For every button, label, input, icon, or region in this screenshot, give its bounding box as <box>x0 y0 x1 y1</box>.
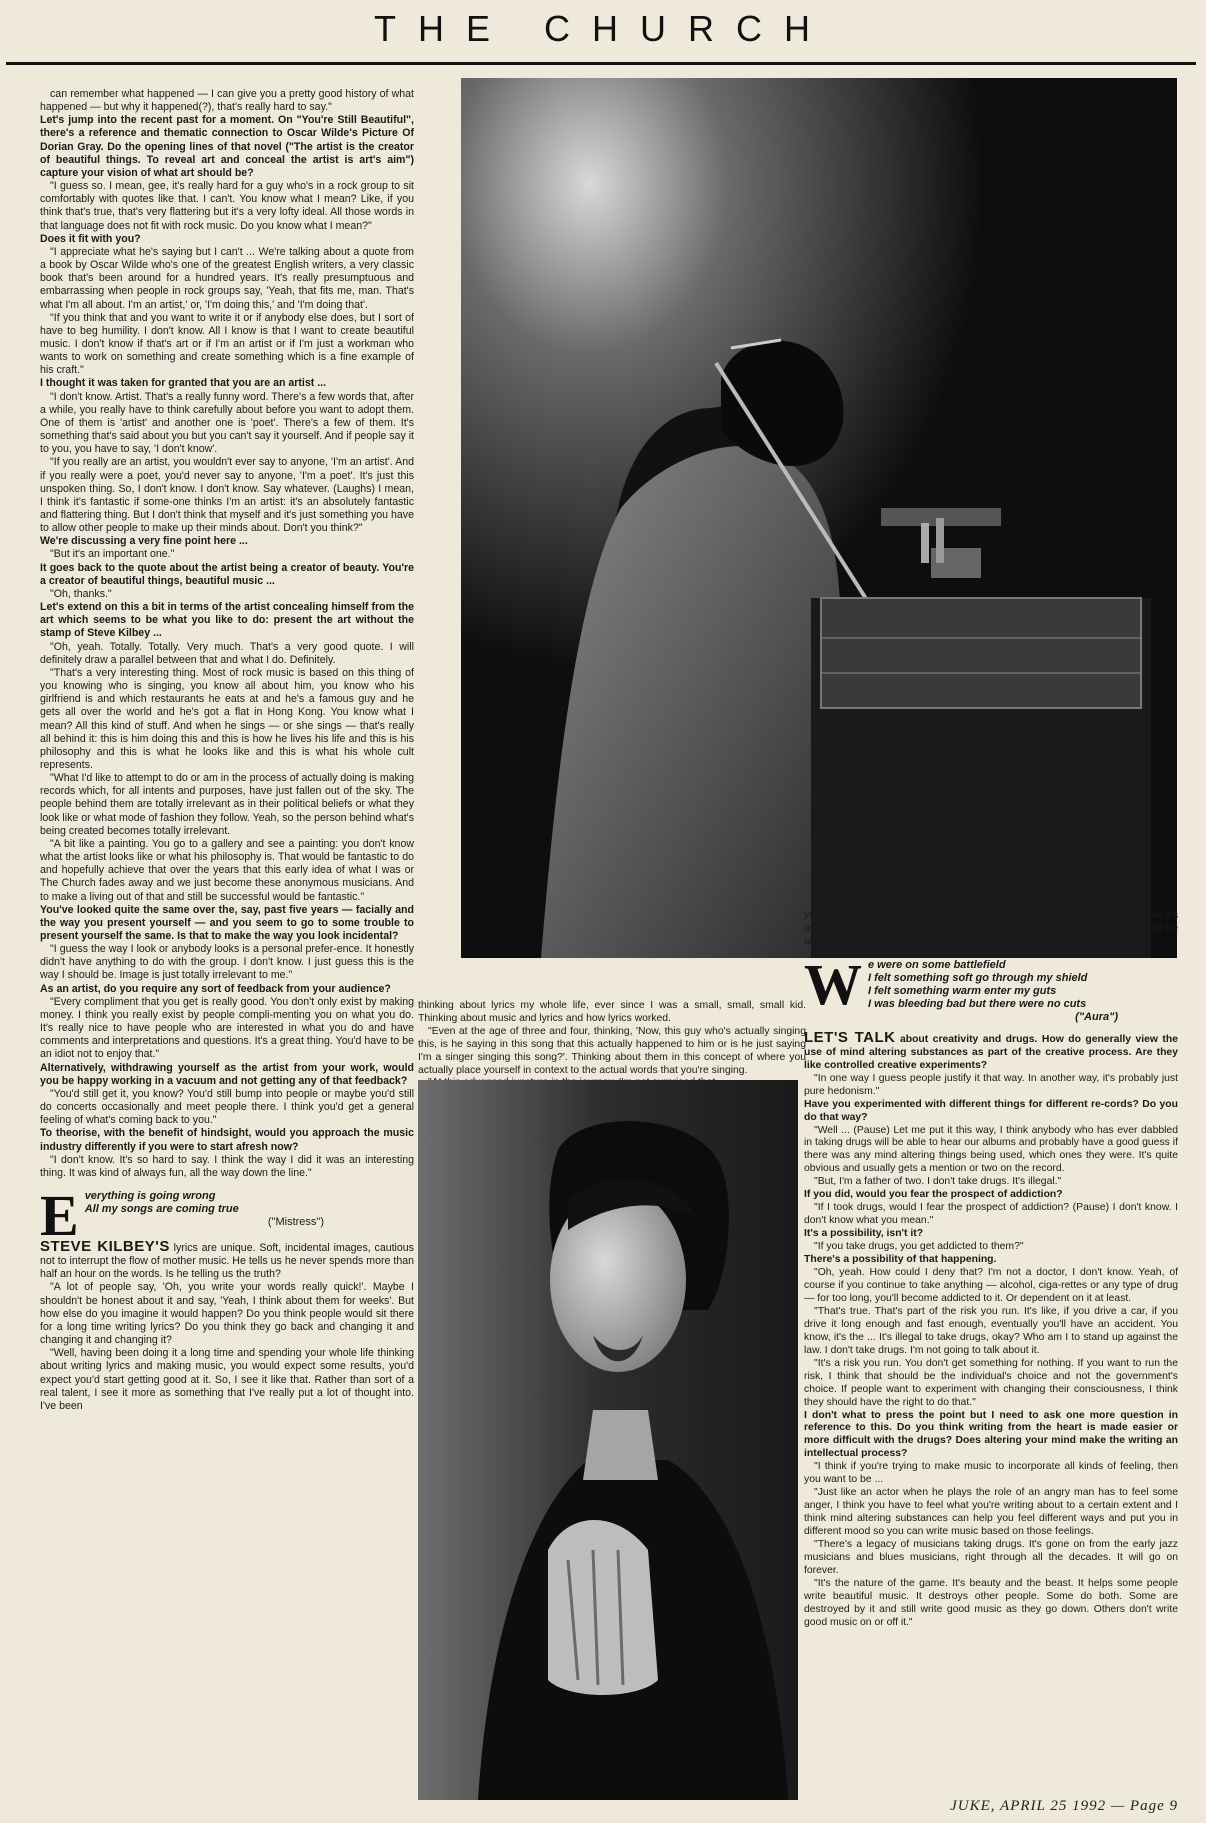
interview-question: Have you experimented with different things for different re-cords? Do you do that way? <box>804 1098 1178 1123</box>
header-rule <box>6 62 1196 65</box>
interview-question: Alternatively, withdrawing yourself as the artist from your work, would you be happy working in a vacuum and not getting any of that feedback? <box>40 1061 414 1087</box>
interview-question: To theorise, with the benefit of hindsight, would you approach the music industry differently if you were to start afresh now? <box>40 1127 414 1153</box>
paragraph: "But it's an important one." <box>50 548 175 561</box>
section-lead: STEVE KILBEY'S <box>40 1237 170 1255</box>
paragraph: "I don't know. Artist. That's a really funny word. There's a few words that, after a while, you really have to think carefully about before you want to adopt them. One of them is 'artist' and another one is 'poet'. There's a few of them. It's something that's said about you but you can't say it yourself. And if people say it to you, you have to say, 'I don't know'. <box>40 390 414 456</box>
article-column-1 <box>40 88 414 1818</box>
interview-question: Let's jump into the recent past for a moment. On "You're Still Beautiful", there's a reference and thematic connection to Oscar Wilde's Picture Of Dorian Gray. Do the opening lines of that novel ("The artist is the creator of beautiful things. To reveal art and conceal the artist is art's aim") capture your vision of what art should be? <box>40 114 414 179</box>
section-lead: LET'S TALK <box>804 1028 896 1046</box>
paragraph: "Oh, thanks." <box>50 587 112 600</box>
paragraph: "I appreciate what he's saying but I can't ... We're talking about a quote from a book by Oscar Wilde who's one of the greatest English writers, a very classic book that's been around for a hundred years. It's really presumptuous and embarrassing when people in rock groups say, 'Yeah, that fits me, man. That's what I'm all about. I'm an artist,' or, 'I'm doing this,' and 'I'm doing that'. <box>40 245 414 311</box>
interview-question: Does it fit with you? <box>40 232 141 245</box>
drop-cap: W <box>804 951 862 1017</box>
pull-quote-line: All my songs are coming true <box>84 1202 239 1215</box>
interview-question: As an artist, do you require any sort of feedback from your audience? <box>40 982 391 995</box>
article-column-2 <box>418 1000 806 1084</box>
portrait-photo <box>418 1080 798 1800</box>
interview-question: Let's extend on this a bit in terms of the artist concealing himself from the art which seems to be what you like to do: present the art without the stamp of Steve Kilbey ... <box>40 601 414 640</box>
paragraph: "A lot of people say, 'Oh, you write your words really quick!'. Maybe I shouldn't be honest about it and say, 'Yeah, I think about them for weeks'. But how else do you imagine it would happen? Do you think people would sit there for a long time writing lyrics? Do you think they go back and changing it and changing it and changing it? <box>40 1281 414 1347</box>
paragraph: "Every compliment that you get is really good. You don't only exist by making money. I think you really exist by people compli-menting you on what you do. It's really nice to have people who are interested in what you do and have comments and interpretations and questions. It's a great thing. You'd have to be an idiot not to enjoy that." <box>40 995 414 1061</box>
interview-question: You've looked quite the same over the, say, past five years — facially and the way you present yourself — and you seem to go to some trouble to present yourself the same. Is that to make the way you look incidental? <box>40 903 414 942</box>
paragraph: "If you take drugs, you get addicted to them?" <box>814 1241 1024 1253</box>
paragraph: "Just like an actor when he plays the role of an angry man has to feel some anger, I think you have to feel what you're writing about to a certain extent and I think mind altering substances can help you feel different ways and put you in different mood so you can write music based on those feelings. <box>804 1487 1178 1538</box>
column-2-body <box>418 1000 806 1084</box>
paragraph: "I guess so. I mean, gee, it's really hard for a guy who's in a rock group to sit comfortably with quotes like that. I can't. You know what I mean? Like, if you think that's true, that's very flattering but it's a very lofty ideal. All those words in that language does not fit with rock music. Do you know what I mean?" <box>40 180 414 232</box>
paragraph: "If you really are an artist, you wouldn't ever say to anyone, 'I'm an artist'. And if you really were a poet, you'd never say to anyone, 'I'm a poet'. It's just this unspoken thing. So, I don't know. I don't know. Say whatever. (Laughs) I mean, I think it's fantastic if some-one thinks I'm an artist: it's an absolutely fantastic and flattering thing. But I don't think that myself and it's just something you have to allow other people to make up their minds about. Don't you think?" <box>40 456 414 535</box>
paragraph: "That's a very interesting thing. Most of rock music is based on this thing of you knowing who is singing, you know all about him, you know who his girlfriend is and which restaurants he eats at and he's a famous guy and he gets all over the world and he's got a flat in Hong Kong. You know what I mean? All this kind of stuff. And when he sings — or she sings — that's really all behind it: this is him doing this and this is how he lives his life and this is his philosophy and this is what he looks like and this is what his whole cult represents. <box>40 666 414 771</box>
paragraph: "It's a risk you run. You don't get something for nothing. If you want to run the risk, I think that should be the individual's choice and not the government's choice. If people want to experiment with changing their consciousness, I think they should have the right to do that." <box>804 1357 1178 1408</box>
column-1-body <box>40 88 414 1180</box>
article-column-3 <box>804 910 1178 1810</box>
section-lead-paragraph <box>40 1237 414 1281</box>
interview-question: I don't what to press the point but I need to ask one more question in reference to this. Do you think writing from the heart is made easier or more difficult with the drugs? Does altering your mind make the writing an intellectual process? <box>804 1409 1178 1460</box>
paragraph: "But, I'm a father of two. I don't take drugs. It's illegal." <box>814 1176 1062 1188</box>
paragraph: "That's true. That's part of the risk you run. It's like, if you drive a car, if you drive it long enough and fast enough, eventually you'll have an accident. You know, it's the ... It's illegal to take drugs, okay? Who am I to stand up against the law. I don't take drugs. I'm not going to talk about it. <box>804 1305 1178 1356</box>
portrait-photo-image <box>418 1080 798 1800</box>
pull-quote-line: I felt something soft go through my shield <box>868 971 1088 984</box>
interview-question: We're discussing a very fine point here ... <box>40 535 248 548</box>
concert-photo-image <box>461 78 1177 958</box>
paragraph: "Well ... (Pause) Let me put it this way, I think anybody who has ever dabbled in taking drugs will be able to hear our albums and probably have a good guess if there was any mind altering things being used, which ones they were. It's quite obvious and usually gets a mention or two on the record. <box>804 1124 1178 1175</box>
paragraph: "It's the nature of the game. It's beauty and the beast. It helps some people write beautiful music. It destroys other people. Some do both. Some are destroyed by it and still write good music as they go down. Others don't write good music on or off it." <box>804 1577 1178 1628</box>
concert-photo <box>461 78 1177 958</box>
interview-question: I thought it was taken for granted that you are an artist ... <box>40 377 327 390</box>
section-lead-text: about creativity and drugs. How do generally view the use of mind altering substances as part of the creative process. Are they like controlled creative experiments? <box>804 1033 1178 1071</box>
pull-quote-line: verything is going wrong <box>84 1189 216 1202</box>
paragraph: "If I took drugs, would I fear the prospect of addiction? (Pause) I don't know. I don't know what you mean." <box>804 1202 1178 1227</box>
pull-quote-line: I felt something warm enter my guts <box>868 984 1057 997</box>
page-footer: JUKE, APRIL 25 1992 — Page 9 <box>950 1798 1178 1814</box>
paragraph: "Well, having been doing it a long time and spending your whole life thinking about writing lyrics and making music, you would expect some results, you'd expect you'd start getting good at it. So, I see it like that. Rather than sort of a real talent, I see it more as something that I've really put a lot of thought into. I've been <box>40 1347 414 1412</box>
paragraph: "I guess the way I look or anybody looks is a personal prefer-ence. It honestly didn't have anything to do with the group. I don't know. I just guess this is the way I should be. Image is just totally irrelevant to me." <box>40 943 414 982</box>
paragraph: "What I'd like to attempt to do or am in the process of actually doing is making records which, for all intents and purposes, have just fallen out of the sky. The people behind them are totally irrelevant as in their political beliefs or what they look like or what mode of fashion they follow. Yeah, so the person behind what's being created becomes totally irrelevant. <box>40 772 414 837</box>
drop-cap: E <box>40 1182 79 1248</box>
paragraph: "You'd still get it, you know? You'd still bump into people or maybe you'd still do concerts occasionally and meet people there. I think you'd get a general feeling of what's coming back to you." <box>40 1087 414 1127</box>
paragraph: "In one way I guess people justify it that way. In another way, it's probably just pure hedonism." <box>804 1072 1178 1097</box>
interview-question: It's a possibility, isn't it? <box>804 1228 924 1240</box>
pull-quote-line: I was bleeding bad but there were no cuts <box>868 997 1087 1010</box>
page-masthead: THE CHURCH <box>374 8 832 49</box>
paragraph: "If you think that and you want to write it or if anybody else does, but I sort of have to beg humility. I don't know. All I know is that I want to create beautiful music. I don't know if that's art or if I'm an artist or if I'm just a workman who wants to work on something and create something which is a fine example of his craft." <box>40 311 414 377</box>
paragraph: "Oh, yeah. How could I deny that? I'm not a doctor, I don't know. Yeah, of course if you continue to take anything — alcohol, ciga-rettes or any type of drug — for too long, you'll become addicted to it. Or dependent on it at least. <box>804 1267 1178 1304</box>
paragraph: thinking about lyrics my whole life, ever since I was a small, small, small kid. Thinking about music and lyrics and how lyrics worked. <box>418 1000 806 1024</box>
pull-quote-line: e were on some battlefield <box>868 958 1006 971</box>
paragraph: "Even at the age of three and four, thinking, 'Now, this guy who's actually singing this, is he saying in this song that this actually happened to him or is he just saying I'm a singer singing this song?'. Thinking about them in this concept of where you actually place yourself in context to the actual words that you're singing. <box>418 1025 806 1076</box>
interview-question: If you did, would you fear the prospect of addiction? <box>804 1189 1063 1201</box>
paragraph: "I don't know. It's so hard to say. I think the way I did it was an interesting thing. It was kind of always fun, all the way down the line." <box>40 1153 414 1179</box>
paragraph: "I think if you're trying to make music to incorporate all kinds of feeling, then you want to be ... <box>804 1461 1178 1486</box>
pull-quote-aura <box>804 951 1178 1024</box>
pull-quote-source: ("Aura") <box>1075 1010 1118 1023</box>
paragraph: "There's a legacy of musicians taking drugs. It's gone on from the early jazz musicians and blues musicians, right through all the decades. It will go on forever. <box>804 1539 1178 1576</box>
column-3-body <box>804 1073 1178 1630</box>
interview-question: There's a possibility of that happening. <box>804 1254 997 1266</box>
pull-quote-source: ("Mistress") <box>267 1215 324 1228</box>
interview-question: It goes back to the quote about the artist being a creator of beauty. You're a creator of beautiful things, beautiful music ... <box>40 561 414 587</box>
paragraph: yeah, I can write good lyrics, but I don't think that's a wonderful gift. I just think it's as you would expect someone who's worked a long time at something would be able to do. That's how I feel about it." <box>804 910 1178 947</box>
section-lead-paragraph <box>804 1028 1178 1073</box>
paragraph: "Oh, yeah. Totally. Totally. Very much. That's a very good quote. I will definitely draw a parallel between that and what I do. Definitely. <box>40 640 414 666</box>
paragraph: "A bit like a painting. You go to a gallery and see a painting: you don't know what the artist looks like or what his philosophy is. That would be fantastic to do and hopefully achieve that over the years that this early idea of what I was or The Church fades away and we just become these anonymous musicians. And to make a living out of that and still be successful would be fantastic." <box>40 837 414 903</box>
section-lead-text: lyrics are unique. Soft, incidental images, cautious not to interrupt the flow of mother music. He tells us he never spends more than half an hour on the words. Is he telling us the truth? <box>40 1241 414 1281</box>
paragraph: can remember what happened — I can give you a pretty good history of what happened — but why it happened(?), that's really hard to say." <box>40 88 414 114</box>
